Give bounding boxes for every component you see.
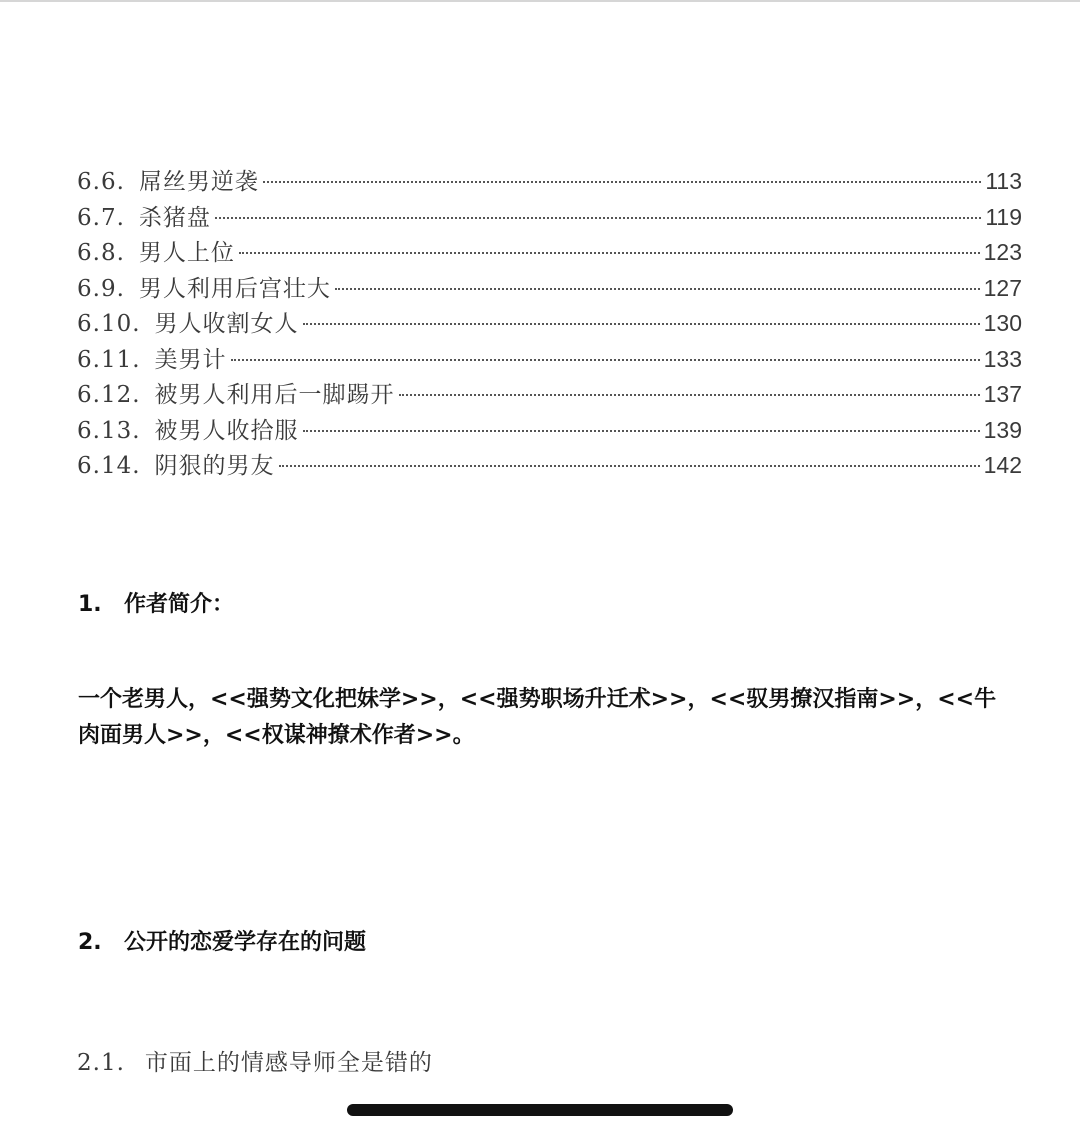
toc-entry-title: 男人上位	[138, 240, 235, 266]
toc-dot-leader	[303, 430, 980, 432]
toc-entry-title: 被男人利用后一脚踢开	[154, 382, 395, 408]
toc-entry-title: 男人收割女人	[154, 311, 299, 337]
toc-entry-number: 6.12.	[77, 382, 141, 408]
toc-entry-page: 113	[985, 168, 1022, 194]
section-number: 2.	[78, 930, 102, 955]
toc-entry-number: 6.8.	[77, 240, 125, 266]
table-of-contents	[77, 164, 1022, 484]
toc-entry[interactable]	[77, 235, 1022, 271]
toc-entry-title: 美男计	[154, 346, 227, 373]
toc-entry[interactable]	[77, 271, 1022, 307]
toc-entry-page: 123	[983, 239, 1022, 265]
toc-entry-page: 119	[985, 203, 1022, 230]
section-title: 公开的恋爱学存在的问题	[124, 930, 367, 955]
toc-entry-page: 137	[983, 381, 1022, 407]
toc-entry[interactable]	[77, 306, 1022, 342]
subsection-number: 2.1.	[77, 1050, 125, 1076]
toc-entry[interactable]	[77, 200, 1022, 236]
toc-entry-number: 6.14.	[77, 453, 141, 479]
toc-entry-page: 127	[983, 274, 1022, 301]
toc-dot-leader	[335, 288, 980, 290]
toc-dot-leader	[279, 465, 980, 467]
toc-entry-title: 被男人收拾服	[154, 417, 299, 444]
toc-entry-page: 139	[983, 416, 1022, 443]
home-indicator-bar[interactable]	[347, 1104, 733, 1116]
toc-entry-page: 133	[983, 345, 1022, 372]
toc-entry-title: 屌丝男逆袭	[138, 169, 259, 195]
toc-entry[interactable]	[77, 413, 1022, 449]
author-intro-paragraph: 一个老男人，<<强势文化把妹学>>，<<强势职场升迁术>>，<<驭男撩汉指南>>，<<牛肉面男人>>，<<权谋神撩术作者>>。	[78, 687, 997, 748]
toc-entry-number: 6.13.	[77, 417, 141, 444]
toc-entry[interactable]	[77, 164, 1022, 200]
toc-entry[interactable]	[77, 377, 1022, 413]
toc-entry-number: 6.9.	[77, 275, 125, 302]
toc-entry-number: 6.6.	[77, 169, 125, 195]
toc-dot-leader	[303, 323, 980, 325]
toc-entry-title: 男人利用后宫壮大	[138, 275, 331, 302]
toc-entry-page: 142	[983, 452, 1022, 478]
section-heading-author	[78, 587, 234, 618]
toc-dot-leader	[263, 181, 981, 183]
toc-entry-title: 阴狠的男友	[154, 453, 275, 479]
toc-dot-leader	[399, 394, 980, 396]
toc-entry-page: 130	[983, 310, 1022, 336]
section-title: 作者简介：	[124, 592, 235, 617]
toc-dot-leader	[231, 359, 980, 361]
toc-entry-number: 6.10.	[77, 311, 141, 337]
toc-entry-number: 6.7.	[77, 204, 125, 231]
toc-entry[interactable]	[77, 448, 1022, 484]
toc-dot-leader	[239, 252, 980, 254]
toc-entry[interactable]	[77, 342, 1022, 378]
toc-entry-number: 6.11.	[77, 346, 141, 373]
subsection-heading	[77, 1044, 433, 1077]
section-number: 1.	[78, 592, 102, 617]
toc-dot-leader	[215, 217, 981, 219]
section-heading-problems	[78, 925, 366, 956]
toc-entry-title: 杀猪盘	[138, 204, 211, 231]
subsection-title: 市面上的情感导师全是错的	[144, 1050, 433, 1076]
